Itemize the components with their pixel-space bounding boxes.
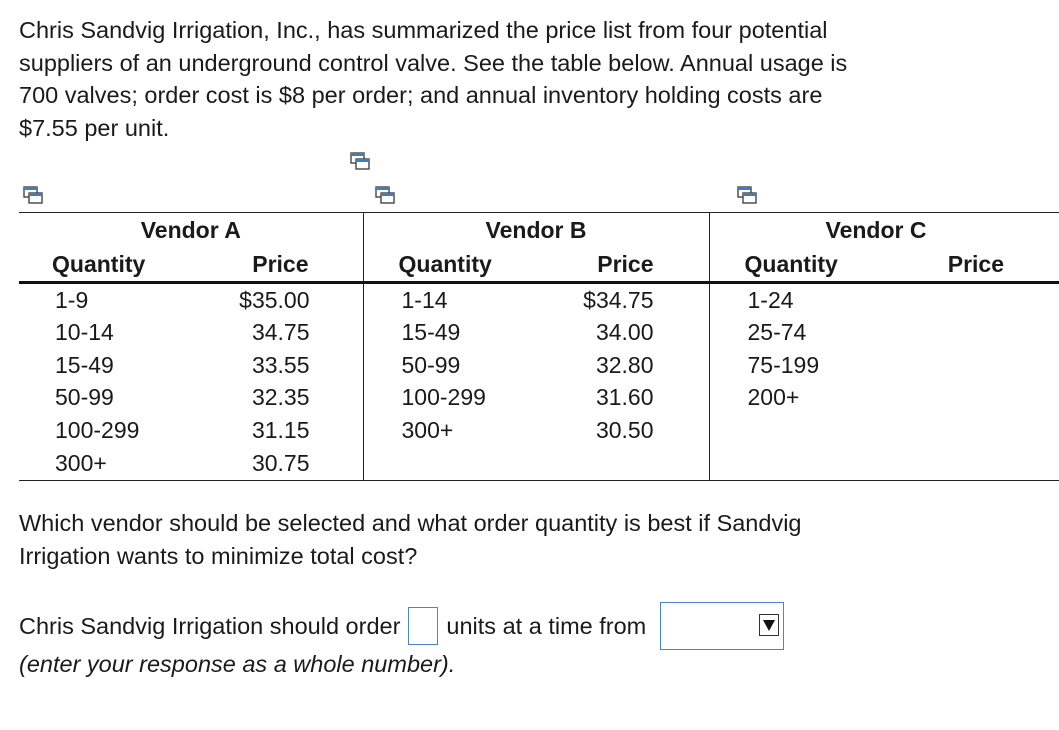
vendor-a-quantity-cell: 15-49 — [55, 351, 114, 378]
vendor-b-price-cell: 32.80 — [595, 351, 654, 378]
table-row — [19, 283, 1059, 317]
price-table — [19, 212, 1059, 481]
vendor-b-quantity-cell: 100-299 — [363, 382, 536, 415]
vendor-c-quantity-cell: 1-24 — [709, 283, 884, 317]
vendor-a-price-cell: 33.55 — [251, 351, 310, 378]
copy-data-icon[interactable] — [23, 186, 43, 204]
problem-intro: Chris Sandvig Irrigation, Inc., has summarized the price list from four potential suppliers of an underground control valve. See the table below. Annual usage is 700 valves; order cost is $8 per order; and annual inventory holding costs are $7.55 per unit. — [19, 17, 848, 141]
vendor-a-price-cell: 31.15 — [251, 416, 310, 443]
vendor-c-price-header: Price — [884, 247, 1059, 283]
copy-data-icon[interactable] — [375, 186, 395, 204]
vendor-c-quantity-cell: 200+ — [709, 382, 884, 415]
answer-prefix: Chris Sandvig Irrigation should order — [19, 613, 401, 639]
vendor-b-quantity-cell: 300+ — [363, 414, 536, 447]
vendor-a-price-cell: $35.00 — [239, 286, 310, 313]
answer-middle: units at a time from — [446, 613, 647, 639]
vendor-b-price-cell: 31.60 — [595, 384, 654, 411]
vendor-c-price-cell — [884, 447, 1059, 481]
vendor-a-price-cell: 32.35 — [251, 384, 310, 411]
vendor-b-price-cell: $34.75 — [583, 286, 654, 313]
vendor-c-price-cell — [884, 414, 1059, 447]
vendor-b-price-cell: 34.00 — [595, 319, 654, 346]
vendor-a-quantity-cell: 50-99 — [55, 384, 114, 411]
vendor-c-price-cell — [884, 382, 1059, 415]
vendor-b-price-cell: 30.50 — [595, 416, 654, 443]
answer-line — [19, 602, 784, 650]
table-row — [19, 349, 1059, 382]
copy-data-icon[interactable] — [737, 186, 757, 204]
vendor-b-quantity-cell: 1-14 — [363, 283, 536, 317]
vendor-c-quantity-header: Quantity — [709, 247, 884, 283]
vendor-select-dropdown[interactable] — [660, 602, 784, 650]
vendor-b-quantity-cell — [363, 447, 536, 481]
table-row — [19, 317, 1059, 350]
vendor-c-quantity-cell: 25-74 — [709, 317, 884, 350]
vendor-a-price-cell: 34.75 — [251, 319, 310, 346]
order-quantity-input[interactable] — [408, 607, 438, 645]
price-table-container — [19, 212, 1005, 478]
table-row — [19, 447, 1059, 481]
table-row — [19, 414, 1059, 447]
vendor-b-quantity-header: Quantity — [363, 247, 536, 283]
copy-data-icon[interactable] — [350, 152, 370, 170]
vendor-c-price-cell — [884, 283, 1059, 317]
vendor-c-price-cell — [884, 349, 1059, 382]
vendor-a-quantity-cell: 300+ — [19, 447, 195, 481]
table-row — [19, 382, 1059, 415]
vendor-a-header: Vendor A — [19, 213, 363, 248]
vendor-b-header: Vendor B — [363, 213, 709, 248]
vendor-c-header: Vendor C — [709, 213, 1059, 248]
vendor-a-quantity-cell: 100-299 — [55, 416, 140, 443]
vendor-a-quantity-header: Quantity — [19, 247, 195, 283]
vendor-b-quantity-cell: 15-49 — [363, 317, 536, 350]
vendor-a-price-header: Price — [195, 247, 363, 283]
vendor-c-quantity-cell — [709, 447, 884, 481]
vendor-a-quantity-cell: 1-9 — [55, 286, 89, 313]
response-format-hint: (enter your response as a whole number). — [19, 651, 456, 677]
vendor-b-price-header: Price — [536, 247, 709, 283]
vendor-c-quantity-cell: 75-199 — [709, 349, 884, 382]
question-text: Which vendor should be selected and what order quantity is best if Sandvig Irrigation wants to minimize total cost? — [19, 510, 802, 569]
vendor-c-price-cell — [884, 317, 1059, 350]
vendor-a-quantity-cell: 10-14 — [55, 319, 114, 346]
dropdown-arrow-icon[interactable] — [759, 614, 779, 636]
vendor-a-price-cell: 30.75 — [195, 447, 363, 481]
vendor-b-price-cell — [536, 447, 709, 481]
vendor-c-quantity-cell — [709, 414, 884, 447]
vendor-b-quantity-cell: 50-99 — [363, 349, 536, 382]
